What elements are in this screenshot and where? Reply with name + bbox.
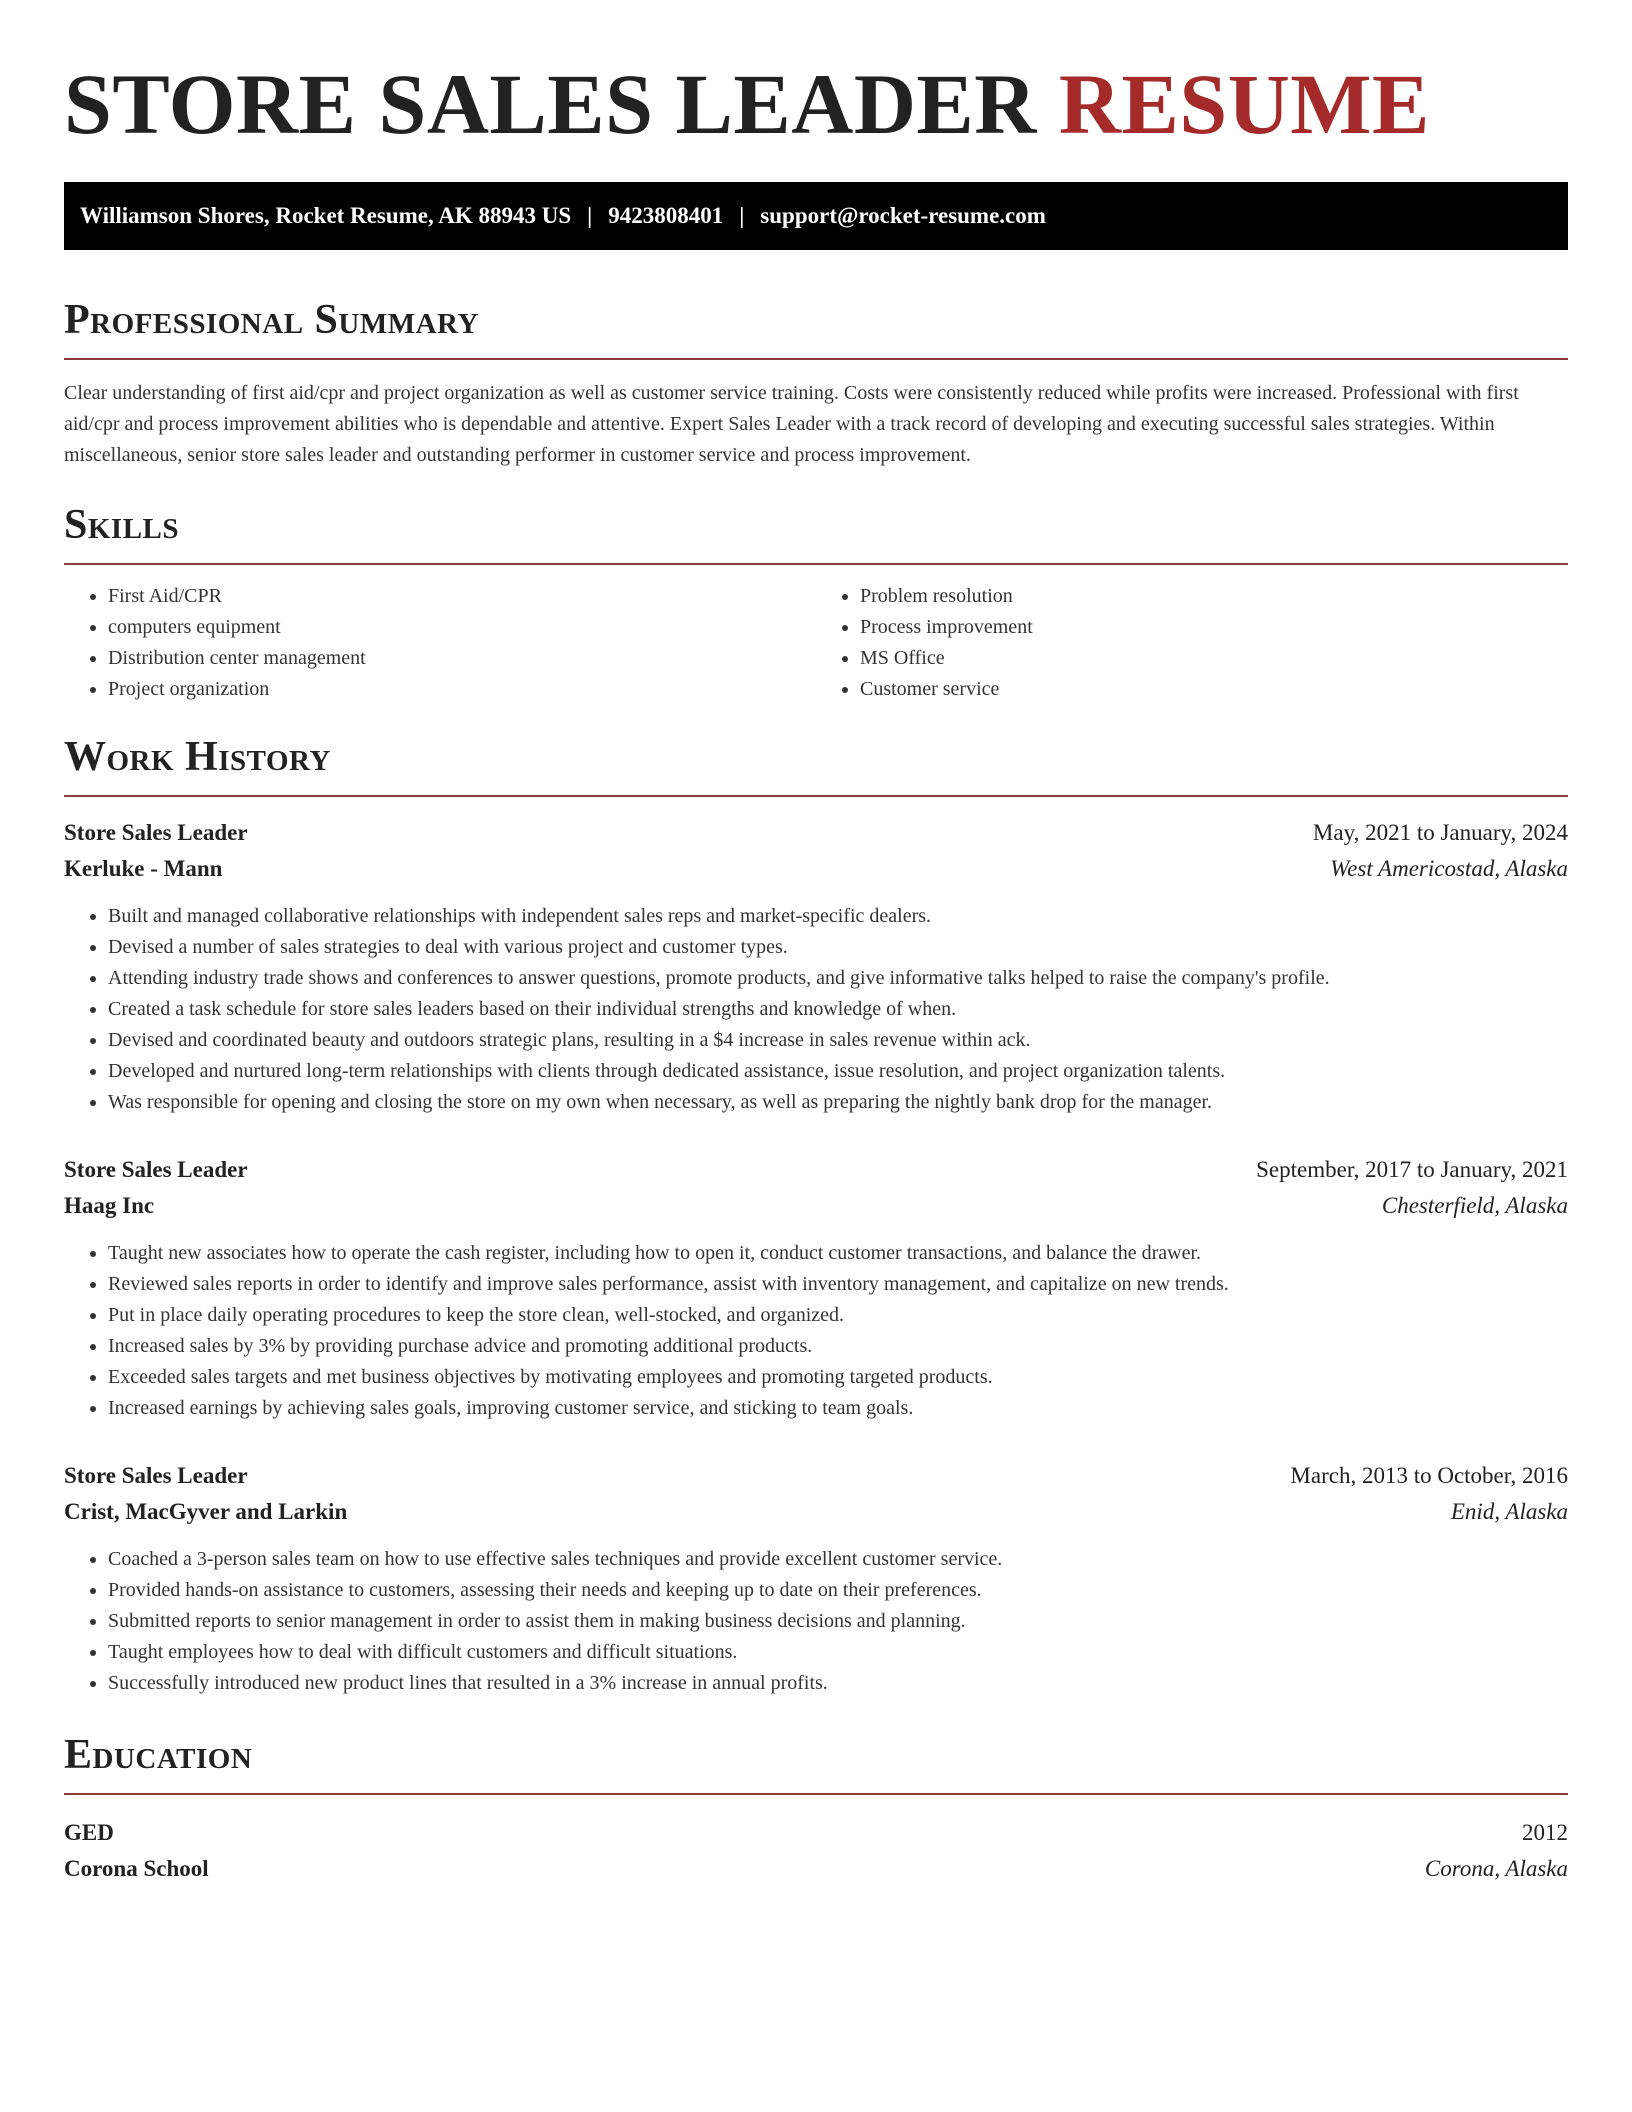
skills-heading: Skills bbox=[64, 499, 1568, 565]
job-entry bbox=[64, 1458, 1568, 1699]
resume-page bbox=[64, 0, 1568, 1887]
education-degree-row bbox=[64, 1815, 1568, 1851]
job-bullet: • Provided hands-on assistance to customers, assessing their needs and keeping up to date on their preferences. bbox=[108, 1575, 1568, 1606]
job-bullets bbox=[64, 1544, 1568, 1699]
job-bullet: • Increased sales by 3% by providing purchase advice and promoting additional products. bbox=[108, 1331, 1568, 1362]
job-dates: March, 2013 to October, 2016 bbox=[1290, 1463, 1568, 1488]
job-bullet: • Reviewed sales reports in order to identify and improve sales performance, assist with inventory management, and capitalize on new trends. bbox=[108, 1269, 1568, 1300]
job-location: West Americostad, Alaska bbox=[1330, 856, 1568, 881]
job-bullet: • Coached a 3-person sales team on how to use effective sales techniques and provide excellent customer service. bbox=[108, 1544, 1568, 1575]
page-title bbox=[64, 58, 1568, 150]
title-accent: RESUME bbox=[1058, 56, 1430, 152]
job-dates: May, 2021 to January, 2024 bbox=[1312, 820, 1568, 845]
skills-grid bbox=[64, 581, 1568, 705]
job-bullet: • Devised a number of sales strategies to deal with various project and customer types. bbox=[108, 932, 1568, 963]
skill-item: • MS Office bbox=[860, 643, 1568, 674]
job-title: Store Sales Leader bbox=[64, 820, 248, 845]
job-bullet: • Taught employees how to deal with difficult customers and difficult situations. bbox=[108, 1637, 1568, 1668]
job-bullet: • Was responsible for opening and closing the store on my own when necessary, as well as preparing the nightly bank drop for the manager. bbox=[108, 1087, 1568, 1118]
job-bullet: • Increased earnings by achieving sales goals, improving customer service, and sticking to team goals. bbox=[108, 1393, 1568, 1424]
skill-item: • computers equipment bbox=[108, 612, 816, 643]
job-location: Chesterfield, Alaska bbox=[1381, 1193, 1568, 1218]
education-degree: GED bbox=[64, 1820, 114, 1845]
job-title: Store Sales Leader bbox=[64, 1463, 248, 1488]
education-school: Corona School bbox=[64, 1856, 209, 1881]
skills-column-right bbox=[816, 581, 1568, 705]
contact-email[interactable]: support@rocket-resume.com bbox=[760, 203, 1046, 228]
job-bullet: • Put in place daily operating procedures to keep the store clean, well-stocked, and organized. bbox=[108, 1300, 1568, 1331]
job-bullet: • Taught new associates how to operate the cash register, including how to open it, conduct customer transactions, and balance the drawer. bbox=[108, 1238, 1568, 1269]
job-bullet: • Exceeded sales targets and met business objectives by motivating employees and promoting targeted products. bbox=[108, 1362, 1568, 1393]
job-company-row bbox=[64, 851, 1568, 887]
job-title-row bbox=[64, 1152, 1568, 1188]
job-dates: September, 2017 to January, 2021 bbox=[1256, 1157, 1568, 1182]
contact-separator: | bbox=[587, 203, 593, 228]
job-title: Store Sales Leader bbox=[64, 1157, 248, 1182]
summary-heading: Professional Summary bbox=[64, 294, 1568, 360]
job-bullets bbox=[64, 1238, 1568, 1424]
contact-bar bbox=[64, 182, 1568, 250]
skills-column-left bbox=[64, 581, 816, 705]
education-location: Corona, Alaska bbox=[1424, 1856, 1568, 1881]
contact-phone[interactable]: 9423808401 bbox=[608, 203, 724, 228]
job-bullet: • Attending industry trade shows and conferences to answer questions, promote products, and give informative talks helped to raise the company's profile. bbox=[108, 963, 1568, 994]
title-main: STORE SALES LEADER bbox=[64, 56, 1037, 152]
job-bullet: • Created a task schedule for store sales leaders based on their individual strengths and knowledge of when. bbox=[108, 994, 1568, 1025]
job-bullets bbox=[64, 901, 1568, 1118]
education-school-row bbox=[64, 1851, 1568, 1887]
skill-item: • Customer service bbox=[860, 674, 1568, 705]
skill-item: • Problem resolution bbox=[860, 581, 1568, 612]
job-title-row bbox=[64, 815, 1568, 851]
education-year: 2012 bbox=[1522, 1820, 1568, 1845]
job-entry bbox=[64, 1152, 1568, 1424]
skill-item: • Project organization bbox=[108, 674, 816, 705]
job-bullet: • Submitted reports to senior management in order to assist them in making business decisions and planning. bbox=[108, 1606, 1568, 1637]
skill-item: • Process improvement bbox=[860, 612, 1568, 643]
job-company: Haag Inc bbox=[64, 1193, 155, 1218]
job-location: Enid, Alaska bbox=[1450, 1499, 1568, 1524]
job-company-row bbox=[64, 1494, 1568, 1530]
job-bullet: • Developed and nurtured long-term relationships with clients through dedicated assistance, issue resolution, and project organization talents. bbox=[108, 1056, 1568, 1087]
job-title-row bbox=[64, 1458, 1568, 1494]
education-heading: Education bbox=[64, 1729, 1568, 1795]
job-bullet: • Successfully introduced new product lines that resulted in a 3% increase in annual profits. bbox=[108, 1668, 1568, 1699]
job-company-row bbox=[64, 1188, 1568, 1224]
job-bullet: • Built and managed collaborative relationships with independent sales reps and market-specific dealers. bbox=[108, 901, 1568, 932]
work-history-heading: Work History bbox=[64, 731, 1568, 797]
job-company: Crist, MacGyver and Larkin bbox=[64, 1499, 348, 1524]
job-company: Kerluke - Mann bbox=[64, 856, 223, 881]
skill-item: • First Aid/CPR bbox=[108, 581, 816, 612]
contact-separator: | bbox=[739, 203, 745, 228]
summary-text: Clear understanding of first aid/cpr and project organization as well as customer service training. Costs were consistently reduced while profits were increased. Professional with first aid/cpr and process improvement abilities who is dependable and attentive. Expert Sales Leader with a track record of developing and executing successful sales strategies. Within miscellaneous, senior store sales leader and outstanding performer in customer service and process improvement. bbox=[64, 382, 1519, 466]
skill-item: • Distribution center management bbox=[108, 643, 816, 674]
contact-address: Williamson Shores, Rocket Resume, AK 88943 US bbox=[80, 203, 572, 228]
job-entry bbox=[64, 815, 1568, 1118]
education-entry bbox=[64, 1815, 1568, 1887]
job-bullet: • Devised and coordinated beauty and outdoors strategic plans, resulting in a $4 increase in sales revenue within ack. bbox=[108, 1025, 1568, 1056]
